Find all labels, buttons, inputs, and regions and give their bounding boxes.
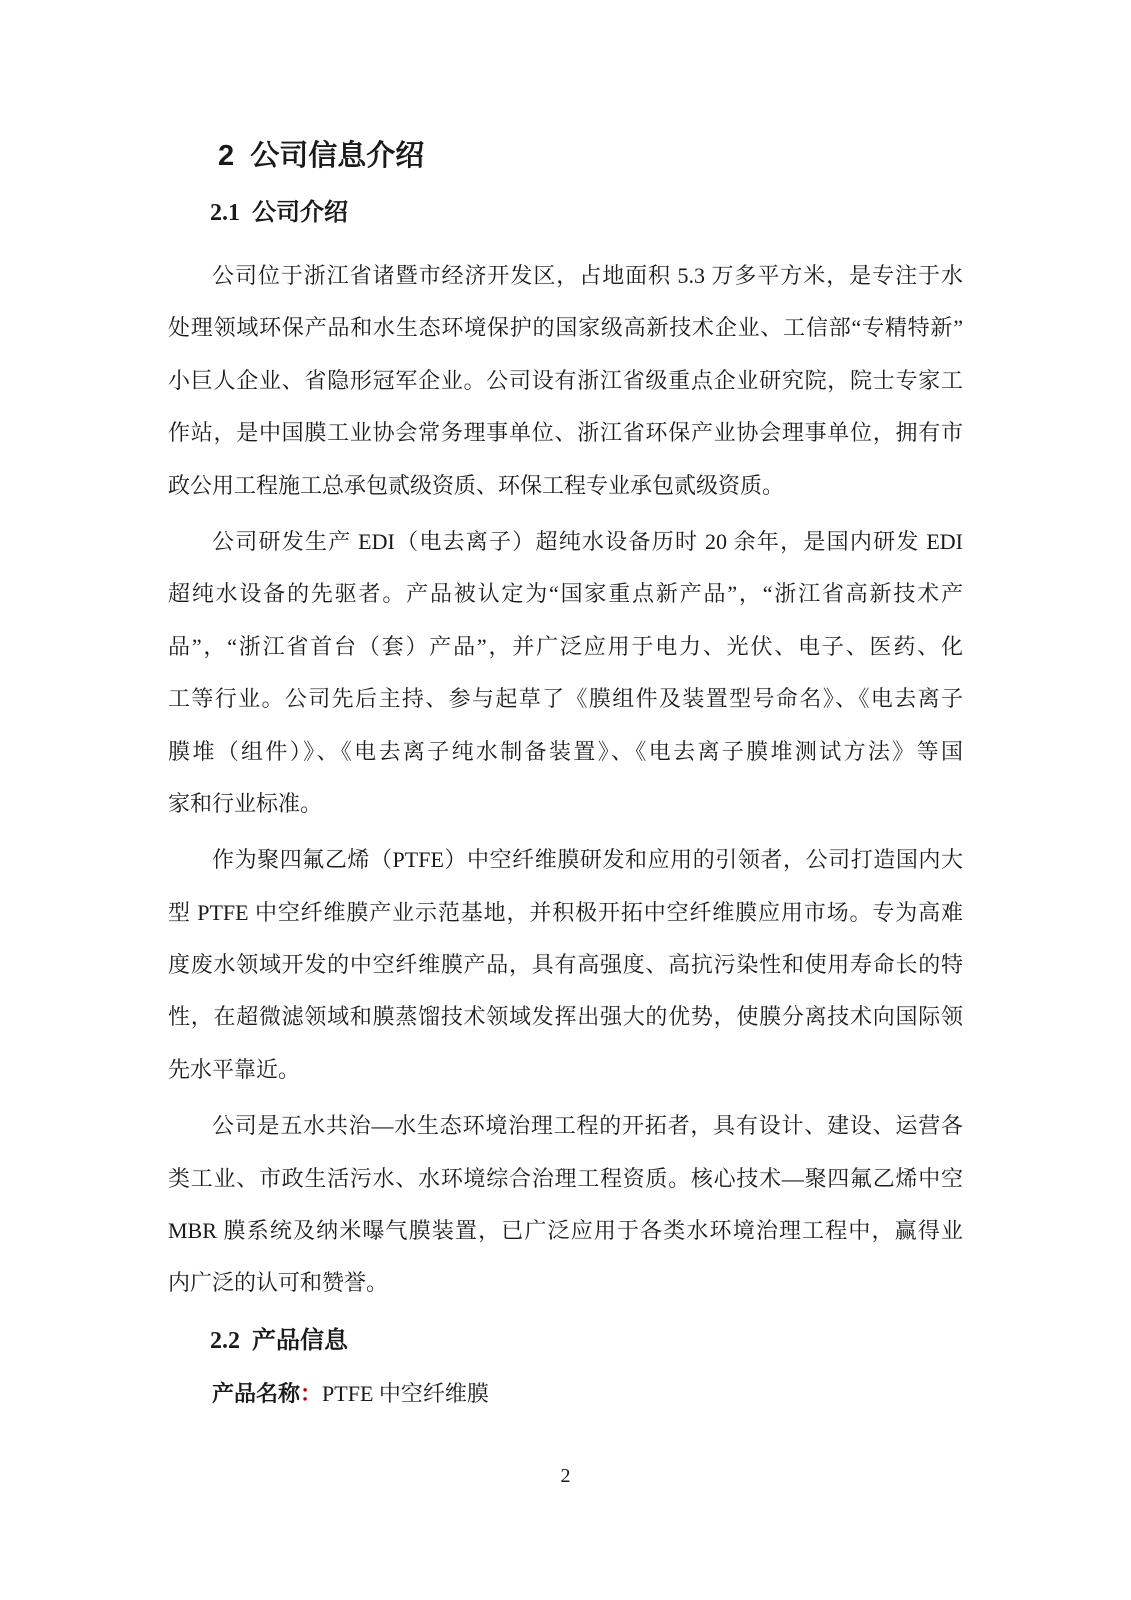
product-name-value: PTFE 中空纤维膜 [322, 1381, 489, 1406]
paragraph-line: 度废水领域开发的中空纤维膜产品，具有高强度、高抗污染性和使用寿命长的特 [168, 952, 963, 978]
paragraph-line: 品”，“浙江省首台（套）产品”，并广泛应用于电力、光伏、电子、医药、化 [168, 633, 963, 659]
paragraph-line: 作为聚四氟乙烯（PTFE）中空纤维膜研发和应用的引领者，公司打造国内大 [212, 847, 963, 873]
paragraph-line: 政公用工程施工总承包贰级资质、环保工程专业承包贰级资质。 [168, 472, 785, 498]
paragraph-ptfe-membrane [168, 834, 963, 1096]
paragraph-line: 家和行业标准。 [168, 790, 323, 816]
paragraph-line: 公司位于浙江省诸暨市经济开发区，占地面积 5.3 万多平方米，是专注于水 [212, 263, 963, 288]
paragraph-line: MBR 膜系统及纳米曝气膜装置，已广泛应用于各类水环境治理工程中，赢得业 [168, 1218, 963, 1244]
paragraph-line: 工等行业。公司先后主持、参与起草了《膜组件及装置型号命名》、《电去离子 [168, 686, 963, 712]
paragraph-line: 公司是五水共治—水生态环境治理工程的开拓者，具有设计、建设、运营各 [212, 1113, 963, 1139]
product-name-line [168, 1378, 963, 1410]
paragraph-edi-products [168, 516, 963, 830]
paragraph-line: 超纯水设备的先驱者。产品被认定为“国家重点新产品”，“浙江省高新技术产 [168, 581, 963, 607]
product-name-label: 产品名称 [212, 1381, 301, 1406]
paragraph-line: 作站，是中国膜工业协会常务理事单位、浙江省环保产业协会理事单位，拥有市 [168, 420, 963, 446]
paragraph-line: 类工业、市政生活污水、水环境综合治理工程资质。核心技术—聚四氟乙烯中空 [168, 1165, 963, 1191]
product-name-colon: ： [300, 1381, 323, 1406]
section-heading-company-intro: 2.1 公司介绍 [210, 200, 348, 226]
paragraph-company-location [168, 250, 963, 512]
paragraph-line: 小巨人企业、省隐形冠军企业。公司设有浙江省级重点企业研究院，院士专家工 [168, 367, 963, 393]
paragraph-line: 处理领域环保产品和水生态环境保护的国家级高新技术企业、工信部“专精特新” [168, 315, 963, 341]
chapter-heading: 2 公司信息介绍 [218, 140, 425, 172]
body-text [168, 250, 963, 1310]
section-heading-product-info: 2.2 产品信息 [210, 1328, 348, 1354]
page-number: 2 [560, 1465, 571, 1487]
paragraph-line: 先水平靠近。 [168, 1056, 301, 1082]
paragraph-line: 公司研发生产 EDI（电去离子）超纯水设备历时 20 余年，是国内研发 EDI [212, 528, 963, 554]
paragraph-line: 型 PTFE 中空纤维膜产业示范基地，并积极开拓中空纤维膜应用市场。专为高难 [168, 899, 963, 925]
paragraph-line: 内广泛的认可和赞誉。 [168, 1270, 389, 1296]
paragraph-water-governance [168, 1100, 963, 1310]
paragraph-line: 膜堆（组件）》、《电去离子纯水制备装置》、《电去离子膜堆测试方法》等国 [168, 738, 963, 764]
paragraph-line: 性，在超微滤领域和膜蒸馏技术领域发挥出强大的优势，使膜分离技术向国际领 [168, 1004, 963, 1030]
